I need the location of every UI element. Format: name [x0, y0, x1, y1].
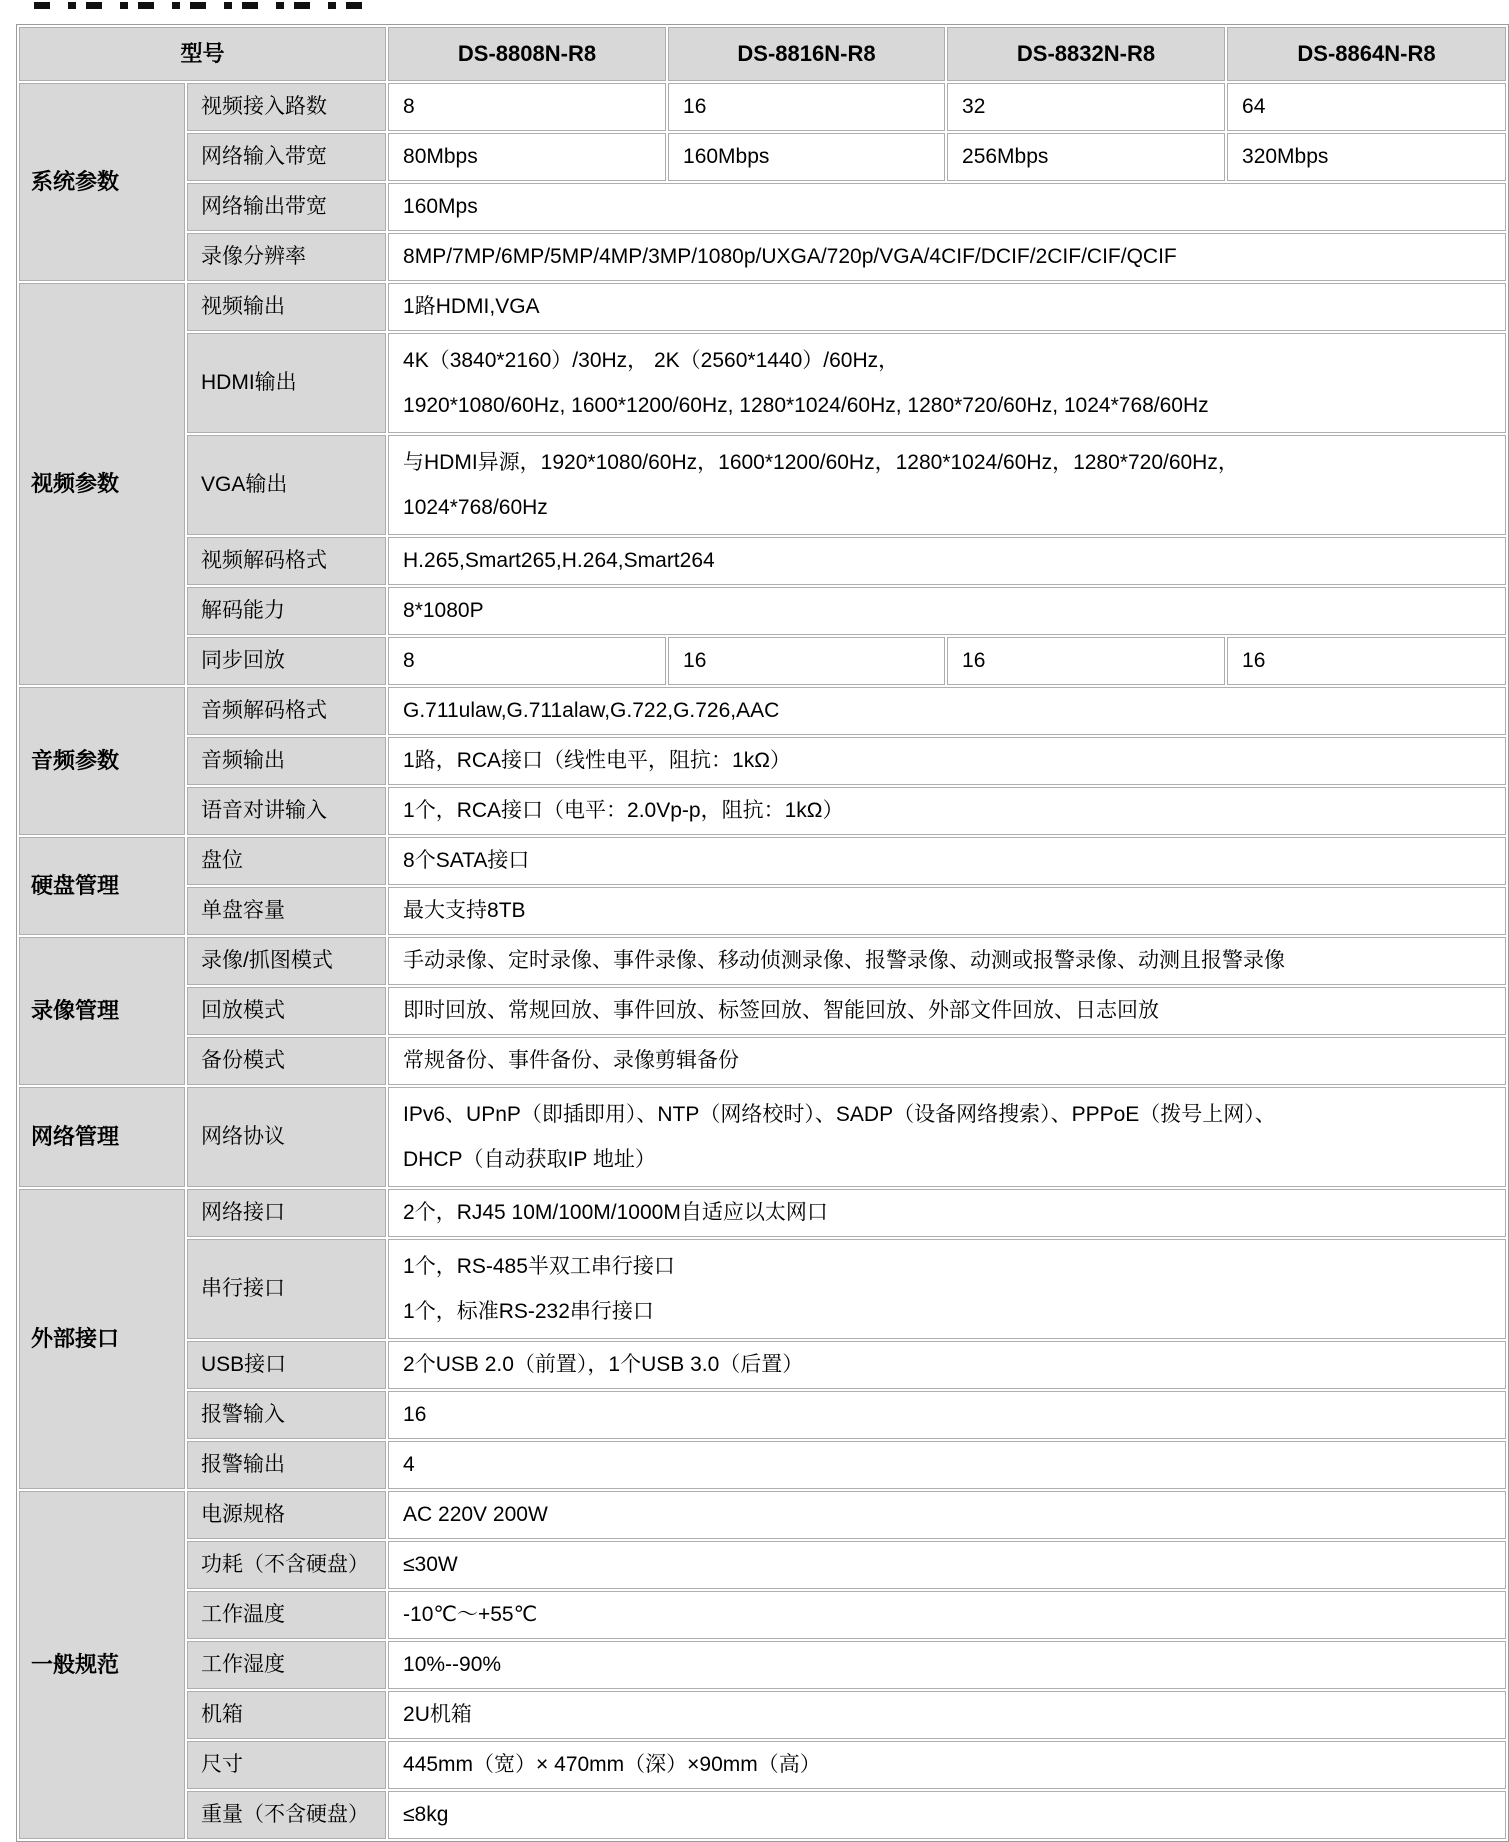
model-header: DS-8832N-R8 — [947, 27, 1225, 81]
spec-row — [19, 587, 1506, 635]
value-cell: 1路，RCA接口（线性电平，阻抗：1kΩ） — [388, 737, 1506, 785]
value-cell: 160Mbps — [668, 133, 945, 181]
cropped-heading-fragment — [34, 2, 364, 9]
value-line: 1024*768/60Hz — [403, 496, 548, 519]
value-cell: -10℃～+55℃ — [388, 1591, 1506, 1639]
value-cell: 16 — [388, 1391, 1506, 1439]
model-header: DS-8816N-R8 — [668, 27, 945, 81]
param-label: HDMI输出 — [187, 333, 386, 433]
value-cell — [388, 1087, 1506, 1187]
spec-row — [19, 1491, 1506, 1539]
spec-table-body — [19, 27, 1506, 1839]
param-label: 备份模式 — [187, 1037, 386, 1085]
value-cell: 8 — [388, 637, 666, 685]
spec-row — [19, 83, 1506, 131]
param-label: 报警输出 — [187, 1441, 386, 1489]
spec-row — [19, 887, 1506, 935]
value-cell: AC 220V 200W — [388, 1491, 1506, 1539]
value-cell: G.711ulaw,G.711alaw,G.722,G.726,AAC — [388, 687, 1506, 735]
spec-table — [16, 24, 1509, 1842]
value-cell: 即时回放、常规回放、事件回放、标签回放、智能回放、外部文件回放、日志回放 — [388, 987, 1506, 1035]
param-label: 电源规格 — [187, 1491, 386, 1539]
spec-row — [19, 687, 1506, 735]
param-label: 音频解码格式 — [187, 687, 386, 735]
section-label: 系统参数 — [19, 83, 185, 281]
param-label: 网络输出带宽 — [187, 183, 386, 231]
section-label: 外部接口 — [19, 1189, 185, 1489]
section-label: 视频参数 — [19, 283, 185, 685]
value-cell: 8个SATA接口 — [388, 837, 1506, 885]
value-cell: 64 — [1227, 83, 1506, 131]
param-label: 尺寸 — [187, 1741, 386, 1789]
value-line: IPv6、UPnP（即插即用）、NTP（网络校时）、SADP（设备网络搜索）、PPPoE（拨号上网）、 — [403, 1103, 1276, 1126]
spec-row — [19, 937, 1506, 985]
value-cell: 32 — [947, 83, 1225, 131]
value-cell — [388, 1239, 1506, 1339]
spec-row — [19, 1189, 1506, 1237]
spec-row — [19, 133, 1506, 181]
param-label: 工作湿度 — [187, 1641, 386, 1689]
value-line: 4K（3840*2160）/30Hz， 2K（2560*1440）/60Hz， — [403, 349, 900, 372]
param-label: 功耗（不含硬盘） — [187, 1541, 386, 1589]
value-cell: 16 — [1227, 637, 1506, 685]
param-label: 网络协议 — [187, 1087, 386, 1187]
spec-row — [19, 1691, 1506, 1739]
param-label: 网络接口 — [187, 1189, 386, 1237]
spec-row — [19, 787, 1506, 835]
spec-row — [19, 737, 1506, 785]
value-cell: 手动录像、定时录像、事件录像、移动侦测录像、报警录像、动测或报警录像、动测且报警录像 — [388, 937, 1506, 985]
param-label: 报警输入 — [187, 1391, 386, 1439]
spec-row — [19, 1741, 1506, 1789]
spec-row — [19, 1391, 1506, 1439]
section-label: 一般规范 — [19, 1491, 185, 1839]
param-label: 机箱 — [187, 1691, 386, 1739]
param-label: 回放模式 — [187, 987, 386, 1035]
value-cell: ≤30W — [388, 1541, 1506, 1589]
value-cell: 2个USB 2.0（前置），1个USB 3.0（后置） — [388, 1341, 1506, 1389]
value-line: DHCP（自动获取IP 地址） — [403, 1148, 656, 1171]
param-label: 同步回放 — [187, 637, 386, 685]
spec-row — [19, 1791, 1506, 1839]
value-cell: 160Mps — [388, 183, 1506, 231]
value-cell: 8 — [388, 83, 666, 131]
section-label: 音频参数 — [19, 687, 185, 835]
value-cell: 10%--90% — [388, 1641, 1506, 1689]
value-cell: ≤8kg — [388, 1791, 1506, 1839]
spec-row — [19, 1541, 1506, 1589]
spec-row — [19, 1239, 1506, 1339]
value-cell: 320Mbps — [1227, 133, 1506, 181]
param-label: 串行接口 — [187, 1239, 386, 1339]
model-header: DS-8864N-R8 — [1227, 27, 1506, 81]
spec-row — [19, 1441, 1506, 1489]
value-line: 与HDMI异源，1920*1080/60Hz，1600*1200/60Hz，1280*1024/60Hz，1280*720/60Hz， — [403, 451, 1239, 474]
param-label: 网络输入带宽 — [187, 133, 386, 181]
param-label: 视频输出 — [187, 283, 386, 331]
value-cell: 16 — [668, 83, 945, 131]
spec-row — [19, 987, 1506, 1035]
value-cell: 256Mbps — [947, 133, 1225, 181]
value-cell: 1路HDMI,VGA — [388, 283, 1506, 331]
section-label: 网络管理 — [19, 1087, 185, 1187]
value-cell: 445mm（宽）× 470mm（深）×90mm（高） — [388, 1741, 1506, 1789]
spec-row — [19, 537, 1506, 585]
value-cell: 16 — [668, 637, 945, 685]
value-cell — [388, 435, 1506, 535]
section-label: 录像管理 — [19, 937, 185, 1085]
model-header: DS-8808N-R8 — [388, 27, 666, 81]
value-cell: 常规备份、事件备份、录像剪辑备份 — [388, 1037, 1506, 1085]
value-cell: 1个，RCA接口（电平：2.0Vp-p，阻抗：1kΩ） — [388, 787, 1506, 835]
param-label: 语音对讲输入 — [187, 787, 386, 835]
value-cell: 80Mbps — [388, 133, 666, 181]
section-label: 硬盘管理 — [19, 837, 185, 935]
value-cell: 8*1080P — [388, 587, 1506, 635]
param-label: VGA输出 — [187, 435, 386, 535]
param-label: 音频输出 — [187, 737, 386, 785]
spec-row — [19, 233, 1506, 281]
param-label: 工作温度 — [187, 1591, 386, 1639]
param-label: 盘位 — [187, 837, 386, 885]
param-label: 视频解码格式 — [187, 537, 386, 585]
model-column-label: 型号 — [19, 27, 386, 81]
spec-row — [19, 1591, 1506, 1639]
value-line: 1个，RS-485半双工串行接口 — [403, 1255, 675, 1278]
param-label: 录像/抓图模式 — [187, 937, 386, 985]
value-cell: 4 — [388, 1441, 1506, 1489]
spec-row — [19, 435, 1506, 535]
spec-row — [19, 637, 1506, 685]
param-label: 视频接入路数 — [187, 83, 386, 131]
spec-row — [19, 837, 1506, 885]
param-label: 重量（不含硬盘） — [187, 1791, 386, 1839]
value-cell: H.265,Smart265,H.264,Smart264 — [388, 537, 1506, 585]
value-cell: 最大支持8TB — [388, 887, 1506, 935]
spec-row — [19, 183, 1506, 231]
value-cell: 16 — [947, 637, 1225, 685]
param-label: 解码能力 — [187, 587, 386, 635]
value-line: 1920*1080/60Hz, 1600*1200/60Hz, 1280*1024/60Hz, 1280*720/60Hz, 1024*768/60Hz — [403, 394, 1209, 417]
spec-row — [19, 1641, 1506, 1689]
param-label: 单盘容量 — [187, 887, 386, 935]
spec-row — [19, 283, 1506, 331]
spec-row — [19, 1341, 1506, 1389]
value-cell: 2U机箱 — [388, 1691, 1506, 1739]
spec-row — [19, 333, 1506, 433]
value-line: 1个，标准RS-232串行接口 — [403, 1300, 654, 1323]
value-cell — [388, 333, 1506, 433]
spec-row — [19, 1087, 1506, 1187]
value-cell: 2个，RJ45 10M/100M/1000M自适应以太网口 — [388, 1189, 1506, 1237]
value-cell: 8MP/7MP/6MP/5MP/4MP/3MP/1080p/UXGA/720p/VGA/4CIF/DCIF/2CIF/CIF/QCIF — [388, 233, 1506, 281]
param-label: 录像分辨率 — [187, 233, 386, 281]
param-label: USB接口 — [187, 1341, 386, 1389]
models-header-row — [19, 27, 1506, 81]
spec-row — [19, 1037, 1506, 1085]
